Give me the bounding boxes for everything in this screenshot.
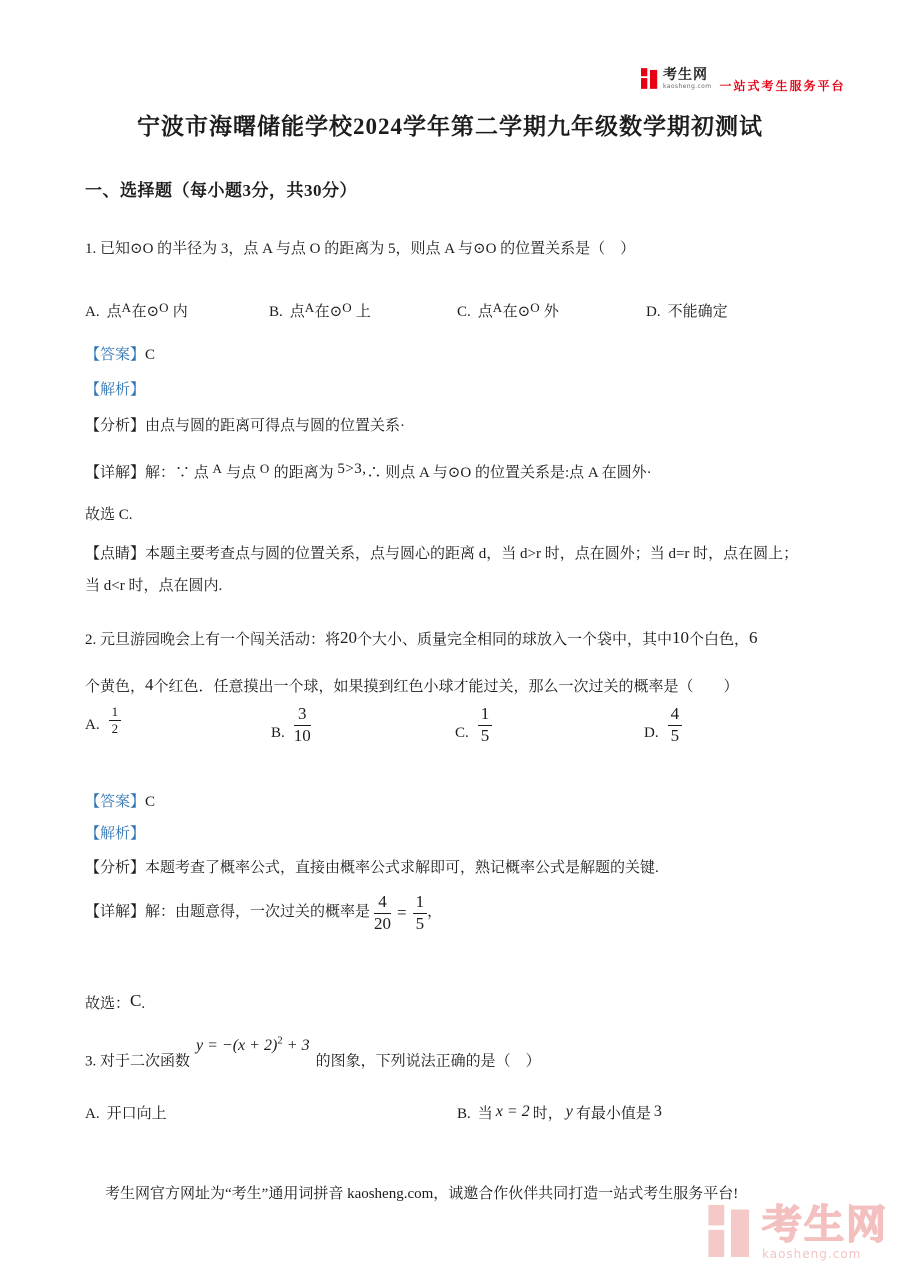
fraction-denominator: 5 (415, 913, 425, 933)
option-text: 开口向上 (106, 1106, 167, 1122)
option-text: 时， (532, 1106, 563, 1122)
doc-title: 宁波市海曙储能学校2024学年第二学期九年级数学期初测试 (137, 114, 763, 139)
math-3: 3 (653, 1103, 662, 1120)
quadratic-formula (196, 1037, 310, 1054)
fraction-denominator: 5 (670, 725, 680, 745)
q3-options (85, 1102, 825, 1126)
watermark-text-block (762, 1202, 888, 1261)
var-a: A (304, 300, 315, 315)
fraction (413, 893, 428, 933)
option-label: D. (646, 304, 661, 320)
option-text: 上 (352, 304, 371, 320)
logo-text-block (663, 68, 711, 90)
var-o: O (159, 300, 169, 315)
q2-option-a (85, 705, 121, 737)
fraction-denominator: 5 (480, 725, 490, 745)
q2-stem-line1 (85, 627, 758, 651)
q1-option-a (85, 300, 188, 321)
option-text: 外 (540, 304, 559, 320)
q2-conclusion (85, 990, 145, 1015)
q2-fenxi: 【分析】本题考查了概率公式，直接由概率公式求解即可，熟记概率公式是解题的关键. (85, 860, 659, 876)
answer-value: C (145, 347, 156, 363)
fraction-denominator: 2 (111, 721, 119, 737)
q2-stem-line2 (85, 674, 739, 698)
q2-detail (85, 893, 442, 933)
q1-note-line1: 【点睛】本题主要考查点与圆的位置关系，点与圆心的距离 d，当 d>r 时，点在圆外；当 d=r 时，点在圆上； (85, 546, 799, 562)
option-text: 在⊙ (502, 304, 531, 320)
stem-text: 3. 对于二次函数 (85, 1053, 191, 1070)
math-y: y (565, 1103, 573, 1120)
option-text: 在⊙ (314, 304, 343, 320)
stem-text: 个大小、质量完全相同的球放入一个袋中，其中 (357, 632, 673, 648)
stem-number: 10 (672, 628, 690, 647)
option-label: D. (644, 725, 659, 742)
q3-stem (85, 1035, 541, 1072)
option-text: 有最小值是 (575, 1106, 651, 1122)
q1-answer-line (85, 346, 155, 366)
fraction (374, 893, 391, 933)
option-text: 点 (477, 304, 493, 320)
section-heading: 一、选择题（每小题3分，共30分） (85, 181, 357, 200)
conclusion-text: . (141, 996, 146, 1012)
var-o: O (530, 300, 541, 315)
stem-text: 个红色．任意摸出一个球，如果摸到红色小球才能过关，那么一次过关的概率是（ ） (153, 679, 739, 695)
stem-text: 2. 元旦游园晚会上有一个闯关活动：将 (85, 632, 341, 648)
option-text: 点 (289, 304, 305, 320)
detail-text: ， (427, 904, 443, 921)
detail-text: 【详解】解：由题意得，一次过关的概率是 (85, 904, 371, 921)
var-a: A (492, 300, 503, 315)
footer-text: 考生网官方网址为“考生”通用词拼音 kaosheng.com，诚邀合作伙伴共同打造一站式考生服务平台! (105, 1186, 739, 1202)
conclusion-text: 故选： (85, 996, 131, 1012)
formula-body: y = −(x + 2) (196, 1037, 278, 1055)
stem-number: 6 (749, 628, 758, 647)
q1-option-b (269, 300, 371, 321)
stem-text: 个黄色， (85, 679, 146, 695)
option-text: 在⊙ (131, 304, 160, 320)
detail-text: 与点 (222, 465, 260, 481)
q1-detail (85, 460, 652, 484)
fraction (294, 705, 311, 745)
brand-name: 考生网 (663, 67, 708, 83)
inequality: 5>3, (337, 461, 367, 477)
watermark-brand: 考生网 (762, 1202, 888, 1248)
fraction-denominator: 20 (374, 913, 392, 933)
option-label: A. (85, 304, 100, 320)
option-label: B. (457, 1106, 471, 1122)
fraction-numerator: 4 (668, 705, 683, 726)
answer-marker: 【答案】 (85, 794, 146, 810)
var-o: O (342, 300, 353, 315)
math-x-equals-2: x = 2 (495, 1103, 530, 1120)
fraction-numerator: 1 (413, 893, 428, 914)
q1-note-line2: 当 d<r 时，点在圆内. (85, 578, 223, 594)
stem-text: 的图象，下列说法正确的是（ ） (315, 1053, 541, 1070)
stem-number: 20 (340, 628, 358, 647)
q1-conclusion: 故选 C. (85, 507, 133, 523)
var-a: A (212, 461, 223, 476)
detail-text: ∴ 则点 A 与⊙O 的位置关系是:点 A 在圆外· (366, 465, 652, 481)
stem-number: 4 (145, 675, 154, 694)
option-label: C. (455, 725, 469, 742)
var-o: O (259, 461, 270, 476)
detail-text: 【详解】解：∵ 点 (85, 465, 213, 481)
kaosheng-logo-icon (641, 68, 659, 94)
watermark-logo (708, 1202, 888, 1262)
watermark-domain: kaosheng.com (762, 1247, 862, 1261)
fraction (109, 705, 122, 737)
brand-domain: kaosheng.com (663, 83, 712, 90)
detail-text: 的距离为 (269, 465, 338, 481)
answer-marker: 【答案】 (85, 347, 146, 363)
q3-option-a (85, 1102, 167, 1123)
q2-answer-line (85, 793, 155, 813)
header-logo (641, 68, 846, 94)
q2-option-d (644, 705, 682, 745)
brand-tagline: 一站式考生服务平台 (719, 79, 846, 93)
q3-option-b (457, 1102, 665, 1123)
q1-fenxi: 【分析】由点与圆的距离可得点与圆的位置关系· (85, 418, 405, 434)
option-text: 点 (106, 304, 122, 320)
option-label: B. (271, 725, 285, 742)
fraction (478, 705, 493, 745)
conclusion-answer: C (130, 991, 142, 1010)
option-text: 当 (477, 1106, 493, 1122)
answer-value: C (145, 794, 156, 810)
q1-options (85, 300, 825, 324)
option-label: A. (85, 1106, 100, 1122)
option-label: A. (85, 716, 100, 733)
q1-jiexi-marker: 【解析】 (85, 382, 146, 398)
kaosheng-watermark-icon (708, 1205, 754, 1262)
option-text: 内 (168, 304, 188, 320)
q1-option-c (457, 300, 559, 321)
fraction-numerator: 1 (478, 705, 493, 726)
fraction-numerator: 3 (294, 705, 311, 726)
q2-option-c (455, 705, 492, 745)
equals-sign: = (397, 903, 407, 923)
formula-tail: + 3 (282, 1037, 310, 1055)
option-label: C. (457, 304, 471, 320)
q1-stem: 1. 已知⊙O 的半径为 3，点 A 与点 O 的距离为 5，则点 A 与⊙O 的位置关系是（ ） (85, 241, 636, 257)
fraction (668, 705, 683, 745)
formula-exponent: 2 (277, 1035, 283, 1047)
stem-text: 个白色， (689, 632, 750, 648)
fraction-numerator: 1 (109, 705, 122, 721)
option-label: B. (269, 304, 283, 320)
var-a: A (121, 300, 132, 315)
q2-jiexi-marker: 【解析】 (85, 826, 146, 842)
option-text: 不能确定 (667, 304, 728, 320)
q1-option-d (646, 300, 728, 321)
q2-option-b (271, 705, 311, 745)
fraction-numerator: 4 (374, 893, 391, 914)
fraction-denominator: 10 (293, 725, 311, 745)
q2-options (85, 705, 825, 755)
